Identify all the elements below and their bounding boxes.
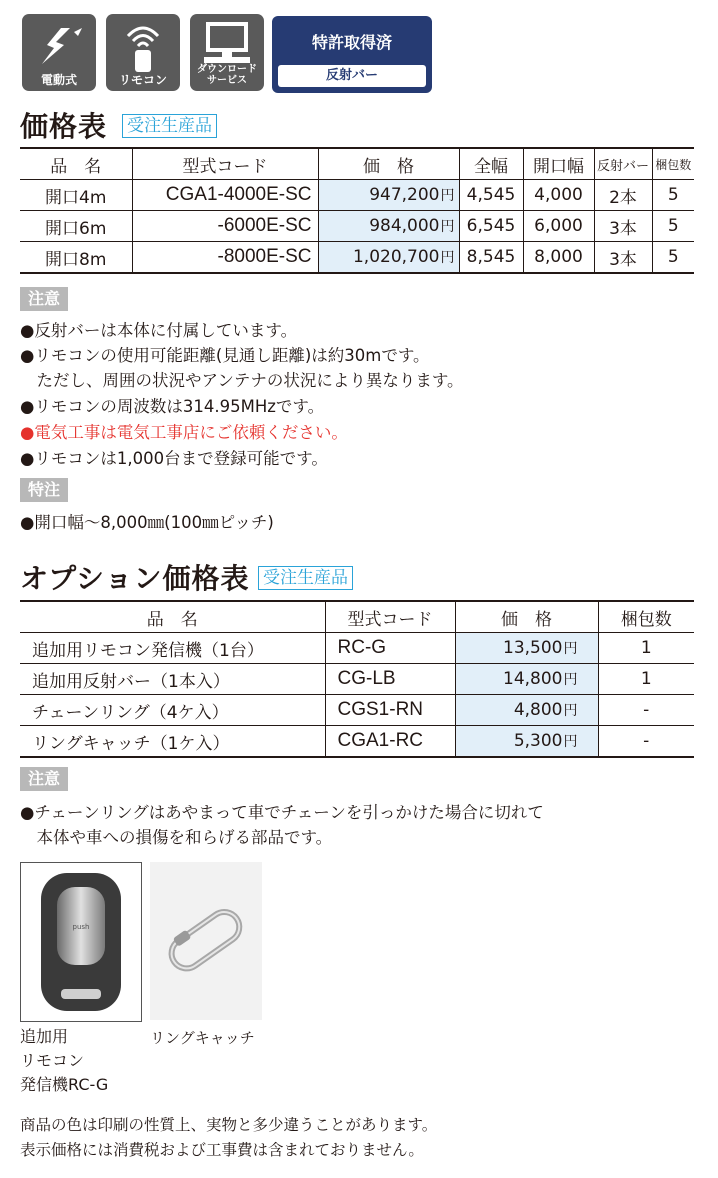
- cell-name: 開口8m: [20, 242, 132, 274]
- cell-pack: 5: [652, 180, 694, 211]
- col-header: 価 格: [455, 601, 598, 633]
- patent-badge: [272, 16, 432, 93]
- cell-name: 開口6m: [20, 211, 132, 242]
- cell-code: CGA1-4000E-SC: [132, 180, 318, 211]
- cell-name: 追加用リモコン発信機（1台）: [20, 633, 325, 664]
- note-label: 注意: [20, 767, 68, 791]
- cell-name: リングキャッチ（1ケ入）: [20, 726, 325, 758]
- cell-bar: 3本: [594, 211, 652, 242]
- special-label: 特注: [20, 478, 68, 502]
- cell-name: 追加用反射バー（1本入）: [20, 664, 325, 695]
- feature-download-label: ダウンロード サービス: [197, 64, 257, 86]
- remote-photo: [20, 862, 142, 1022]
- note-item: ●チェーンリングはあやまって車でチェーンを引っかけた場合に切れて: [20, 803, 544, 822]
- option-made-to-order-tag: 受注生産品: [258, 566, 353, 590]
- footer-note: 商品の色は印刷の性質上、実物と多少違うことがあります。: [20, 1116, 438, 1134]
- cell-pack: 5: [652, 242, 694, 274]
- table-row: [20, 242, 694, 274]
- table-row: [20, 695, 694, 726]
- note-item: 本体や車への損傷を和らげる部品です。: [20, 828, 333, 847]
- note-item: ●リモコンの周波数は314.95MHzです。: [20, 397, 325, 416]
- price-table: [20, 147, 694, 274]
- cell-pack: 1: [598, 633, 694, 664]
- cell-width: 6,545: [459, 211, 523, 242]
- cell-price: 4,800円: [455, 695, 598, 726]
- col-header: 開口幅: [523, 148, 594, 180]
- col-header: 梱包数: [652, 148, 694, 180]
- note-label: 注意: [20, 287, 68, 311]
- cell-pack: -: [598, 695, 694, 726]
- col-header: 品 名: [20, 601, 325, 633]
- cell-pack: -: [598, 726, 694, 758]
- note-item-warning: ●電気工事は電気工事店にご依頼ください。: [20, 423, 348, 442]
- option-table: [20, 600, 694, 758]
- made-to-order-tag: 受注生産品: [122, 114, 217, 138]
- cell-name: 開口4m: [20, 180, 132, 211]
- ring-photo: [150, 862, 262, 1020]
- remote-control-icon: [21, 863, 141, 1021]
- col-header: 型式コード: [325, 601, 455, 633]
- svg-text:push: push: [72, 923, 90, 931]
- note-item: ●反射バーは本体に付属しています。: [20, 321, 298, 340]
- cell-price: 1,020,700円: [318, 242, 459, 274]
- col-header: 価 格: [318, 148, 459, 180]
- col-header: 反射バー: [594, 148, 652, 180]
- cell-price: 5,300円: [455, 726, 598, 758]
- col-header: 全幅: [459, 148, 523, 180]
- cell-code: CGS1-RN: [325, 695, 455, 726]
- cell-opening: 8,000: [523, 242, 594, 274]
- cell-price: 984,000円: [318, 211, 459, 242]
- cell-pack: 5: [652, 211, 694, 242]
- note-item: ただし、周囲の状況やアンテナの状況により異なります。: [20, 371, 464, 390]
- cell-price: 947,200円: [318, 180, 459, 211]
- feature-remote-label: リモコン: [118, 73, 167, 87]
- ring-caption: リングキャッチ: [150, 1029, 255, 1047]
- cell-code: -6000E-SC: [132, 211, 318, 242]
- col-header: 型式コード: [132, 148, 318, 180]
- remote-caption: 追加用 リモコン 発信機RC-G: [20, 1027, 109, 1094]
- cell-opening: 4,000: [523, 180, 594, 211]
- col-header: 品 名: [20, 148, 132, 180]
- cell-opening: 6,000: [523, 211, 594, 242]
- table-row: [20, 211, 694, 242]
- lightning-icon: [22, 14, 96, 74]
- table-row: [20, 633, 694, 664]
- ring-catch-icon: [150, 862, 262, 1020]
- cell-width: 8,545: [459, 242, 523, 274]
- patent-sub: 反射バー: [278, 65, 426, 87]
- table-row: [20, 180, 694, 211]
- patent-title: 特許取得済: [311, 33, 392, 52]
- note-item: ●リモコンは1,000台まで登録可能です。: [20, 449, 328, 468]
- feature-electric: [22, 14, 96, 91]
- cell-bar: 3本: [594, 242, 652, 274]
- cell-width: 4,545: [459, 180, 523, 211]
- option-table-title: オプション価格表: [20, 562, 250, 595]
- special-item: ●開口幅～8,000㎜(100㎜ピッチ): [20, 513, 274, 532]
- cell-code: -8000E-SC: [132, 242, 318, 274]
- cell-price: 14,800円: [455, 664, 598, 695]
- cell-pack: 1: [598, 664, 694, 695]
- col-header: 梱包数: [598, 601, 694, 633]
- cell-price: 13,500円: [455, 633, 598, 664]
- note-item: ●リモコンの使用可能距離(見通し距離)は約30mです。: [20, 346, 430, 365]
- feature-electric-label: 電動式: [40, 73, 77, 87]
- price-table-title: 価格表: [20, 110, 108, 143]
- cell-name: チェーンリング（4ケ入）: [20, 695, 325, 726]
- footer-note: 表示価格には消費税および工事費は含まれておりません。: [20, 1141, 424, 1159]
- cell-code: CGA1-RC: [325, 726, 455, 758]
- cell-bar: 2本: [594, 180, 652, 211]
- feature-remote: [106, 14, 180, 91]
- table-row: [20, 726, 694, 758]
- table-row: [20, 664, 694, 695]
- remote-icon: [106, 14, 180, 74]
- feature-download: [190, 14, 264, 91]
- cell-code: RC-G: [325, 633, 455, 664]
- cell-code: CG-LB: [325, 664, 455, 695]
